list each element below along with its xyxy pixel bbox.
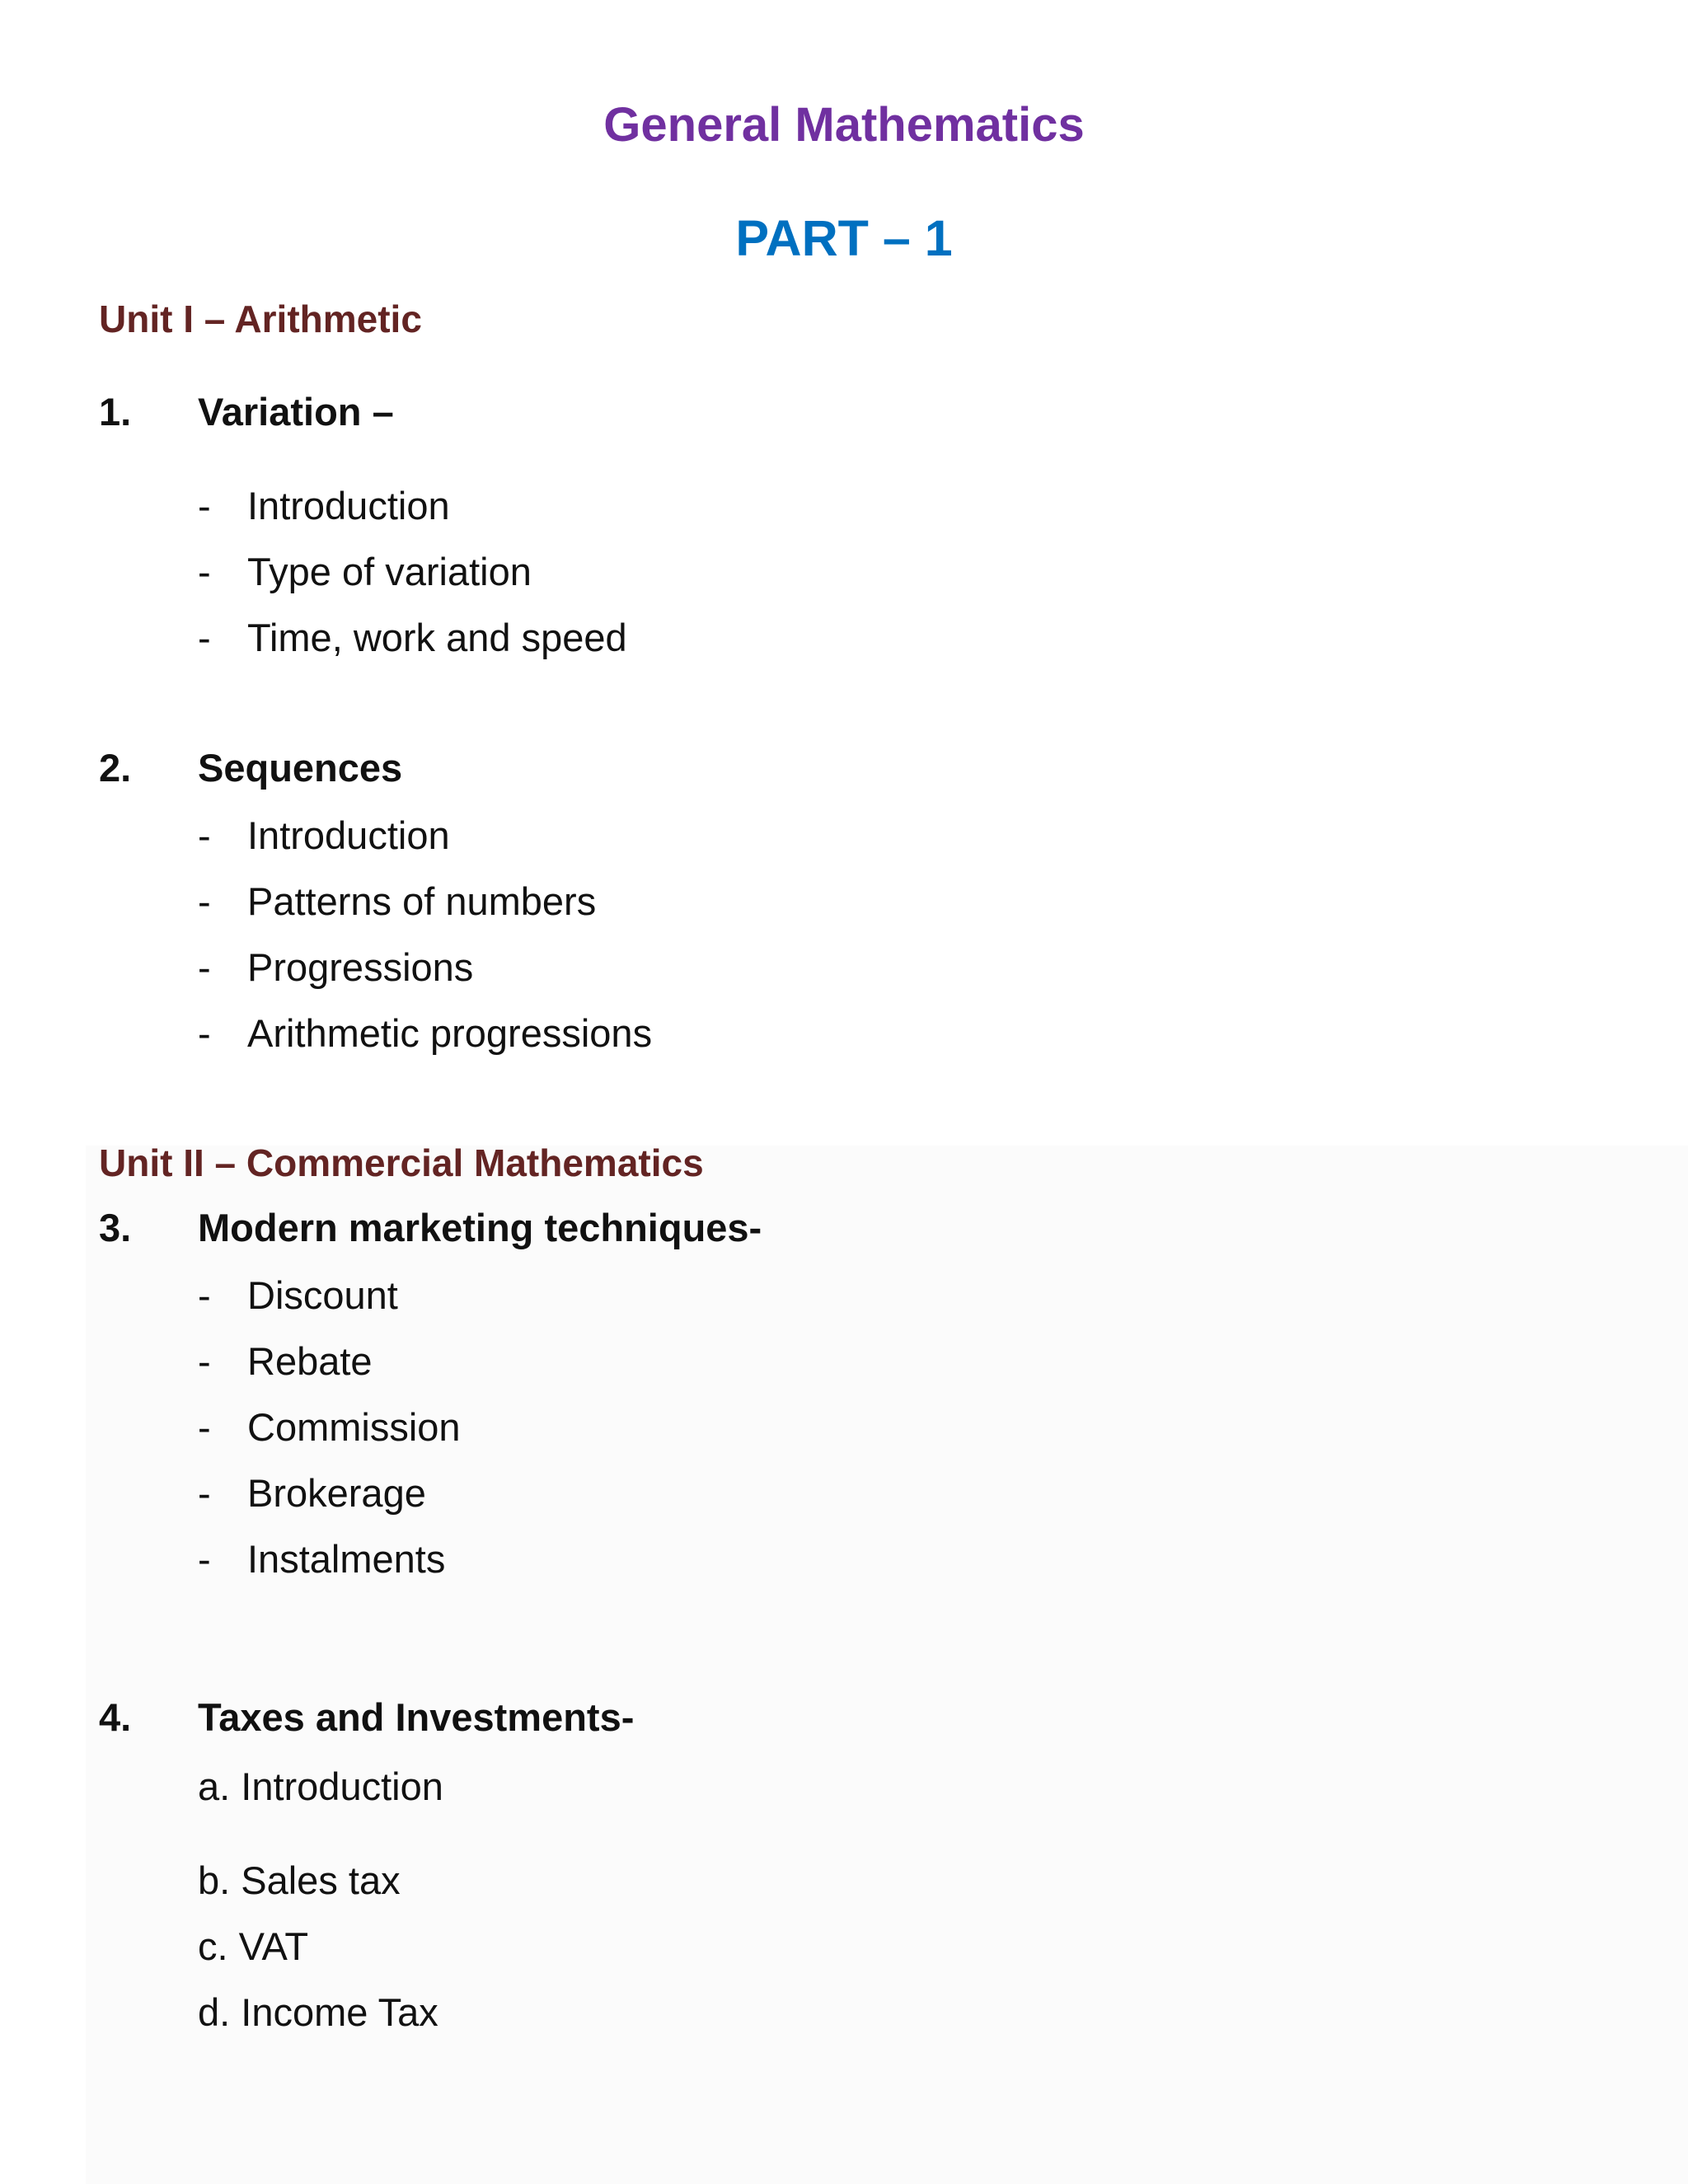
list-bullet: - [198, 1471, 211, 1515]
list-item: Time, work and speed [247, 616, 627, 659]
list-bullet: - [198, 616, 211, 659]
list-item: Arithmetic progressions [247, 1011, 653, 1055]
list-item: Patterns of numbers [247, 879, 597, 923]
part-heading: PART – 1 [735, 210, 953, 266]
section-number: 3. [99, 1206, 132, 1249]
list-bullet: - [198, 879, 211, 923]
unit-heading: Unit I – Arithmetic [99, 298, 422, 340]
list-bullet: - [198, 550, 211, 593]
list-item: Progressions [247, 945, 474, 989]
list-item: Type of variation [247, 550, 532, 593]
list-item: c. VAT [198, 1924, 309, 1968]
list-bullet: - [198, 813, 211, 857]
list-item: Discount [247, 1273, 398, 1317]
list-bullet: - [198, 1339, 211, 1383]
section-title: Variation – [198, 390, 394, 434]
section-title: Sequences [198, 746, 403, 790]
section-number: 2. [99, 746, 132, 790]
list-item: Rebate [247, 1339, 373, 1383]
list-item: Introduction [247, 484, 450, 527]
section-number: 1. [99, 390, 132, 434]
unit-heading: Unit II – Commercial Mathematics [99, 1141, 704, 1184]
section-title: Taxes and Investments- [198, 1695, 635, 1739]
list-item: Brokerage [247, 1471, 426, 1515]
list-item: b. Sales tax [198, 1858, 401, 1902]
list-item: Instalments [247, 1537, 446, 1581]
section-number: 4. [99, 1695, 132, 1739]
list-item: a. Introduction [198, 1765, 443, 1808]
list-item: Commission [247, 1405, 461, 1449]
list-item: Introduction [247, 813, 450, 857]
list-bullet: - [198, 484, 211, 527]
list-bullet: - [198, 1011, 211, 1055]
list-bullet: - [198, 1537, 211, 1581]
list-item: d. Income Tax [198, 1990, 438, 2034]
document-title: General Mathematics [603, 98, 1085, 152]
list-bullet: - [198, 1405, 211, 1449]
list-bullet: - [198, 945, 211, 989]
list-bullet: - [198, 1273, 211, 1317]
section-title: Modern marketing techniques- [198, 1206, 762, 1249]
